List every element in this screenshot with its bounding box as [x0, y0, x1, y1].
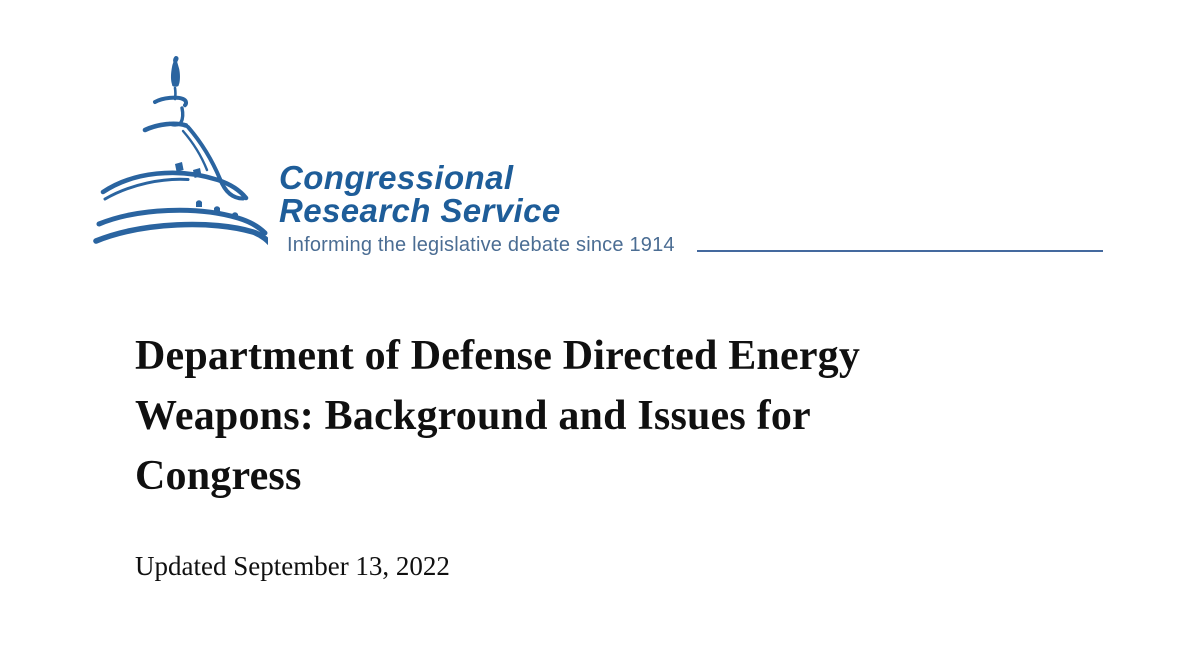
capitol-dome-icon — [93, 52, 268, 257]
report-updated-date: Updated September 13, 2022 — [135, 551, 450, 581]
dome-window-mark — [175, 162, 184, 172]
report-title — [135, 326, 1015, 506]
crs-tagline: Informing the legislative debate since 1914 — [287, 234, 675, 256]
statue-of-freedom-shape — [171, 56, 180, 87]
header-rule-line — [697, 250, 1103, 252]
crs-wordmark-line2: Research Service — [279, 192, 561, 229]
report-title-line-1: Department of Defense Directed Energy — [135, 333, 861, 379]
crs-wordmark — [279, 161, 561, 227]
dome-window-mark — [196, 200, 202, 207]
report-title-line-3: Congress — [135, 453, 302, 499]
report-title-line-2: Weapons: Background and Issues for — [135, 393, 811, 439]
crs-wordmark-line1: Congressional — [279, 159, 514, 196]
